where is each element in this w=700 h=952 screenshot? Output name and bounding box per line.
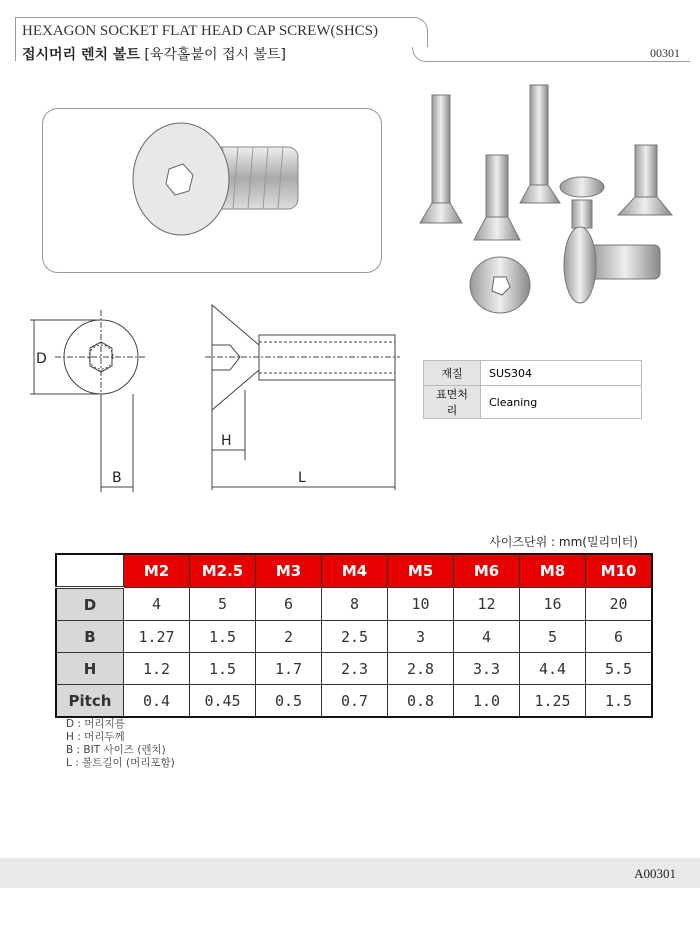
spec-row [56, 685, 652, 718]
spec-cell: 0.8 [388, 685, 454, 718]
spec-row [56, 621, 652, 653]
footer-bar [0, 858, 700, 888]
spec-cell: 2.8 [388, 653, 454, 685]
spec-cell: 0.4 [124, 685, 190, 718]
row-label: B [56, 621, 124, 653]
material-value: SUS304 [481, 361, 642, 386]
spec-cell: 1.27 [124, 621, 190, 653]
product-photo [410, 75, 690, 334]
spec-cell: 2.5 [322, 621, 388, 653]
spec-cell: 3 [388, 621, 454, 653]
spec-cell: 4.4 [520, 653, 586, 685]
spec-cell: 20 [586, 588, 653, 621]
spec-cell: 0.7 [322, 685, 388, 718]
spec-row [56, 588, 652, 621]
dim-label-b: B [112, 470, 122, 486]
unit-note: 사이즈단위 : mm(밀리미터) [489, 535, 638, 549]
technical-drawing [0, 290, 420, 504]
spec-cell: 5 [520, 621, 586, 653]
product-code: 00301 [650, 46, 680, 60]
spec-cell: 12 [454, 588, 520, 621]
title-english: HEXAGON SOCKET FLAT HEAD CAP SCREW(SHCS) [22, 23, 379, 39]
spec-row [56, 653, 652, 685]
spec-cell: 0.5 [256, 685, 322, 718]
header-frame-left [15, 17, 16, 61]
note-b: B : BIT 사이즈 (렌치) [66, 744, 166, 756]
spec-cell: 4 [454, 621, 520, 653]
title-korean-sub: [육각홀붙이 접시 볼트] [144, 47, 286, 63]
note-d: D : 머리지름 [66, 718, 125, 730]
title-korean-main: 접시머리 렌치 볼트 [22, 47, 140, 63]
material-table [423, 360, 642, 419]
col-header: M6 [454, 554, 520, 588]
spec-cell: 10 [388, 588, 454, 621]
footer-code: A00301 [634, 866, 676, 881]
col-header: M8 [520, 554, 586, 588]
dim-label-d: D [36, 351, 47, 367]
col-header: M10 [586, 554, 653, 588]
finish-label: 표면처리 [424, 386, 481, 419]
finish-row [424, 386, 642, 419]
spec-cell: 8 [322, 588, 388, 621]
spec-cell: 2 [256, 621, 322, 653]
material-row [424, 361, 642, 386]
spec-cell: 1.5 [190, 621, 256, 653]
dim-label-l: L [298, 470, 306, 486]
legend-notes [66, 718, 175, 770]
spec-cell: 6 [256, 588, 322, 621]
spec-cell: 1.25 [520, 685, 586, 718]
col-header: M5 [388, 554, 454, 588]
spec-cell: 1.2 [124, 653, 190, 685]
spec-corner [56, 554, 124, 588]
spec-cell: 5 [190, 588, 256, 621]
header-frame-bottom [427, 61, 690, 62]
spec-cell: 1.5 [586, 685, 653, 718]
note-h: H : 머리두께 [66, 731, 125, 743]
dim-label-h: H [221, 433, 232, 449]
row-label: Pitch [56, 685, 124, 718]
spec-table [55, 553, 653, 718]
spec-cell: 1.5 [190, 653, 256, 685]
col-header: M2 [124, 554, 190, 588]
finish-value: Cleaning [481, 386, 642, 419]
col-header: M2.5 [190, 554, 256, 588]
spec-cell: 1.0 [454, 685, 520, 718]
title-korean [22, 44, 286, 64]
spec-cell: 6 [586, 621, 653, 653]
col-header: M4 [322, 554, 388, 588]
spec-cell: 2.3 [322, 653, 388, 685]
spec-cell: 5.5 [586, 653, 653, 685]
col-header: M3 [256, 554, 322, 588]
material-label: 재질 [424, 361, 481, 386]
spec-cell: 3.3 [454, 653, 520, 685]
product-render-box [42, 108, 382, 273]
screw-render-image [43, 109, 381, 272]
spec-cell: 4 [124, 588, 190, 621]
spec-header-row [56, 554, 652, 588]
row-label: D [56, 588, 124, 621]
note-l: L : 볼트길이 (머리포함) [66, 757, 175, 769]
spec-cell: 16 [520, 588, 586, 621]
spec-cell: 0.45 [190, 685, 256, 718]
row-label: H [56, 653, 124, 685]
spec-cell: 1.7 [256, 653, 322, 685]
